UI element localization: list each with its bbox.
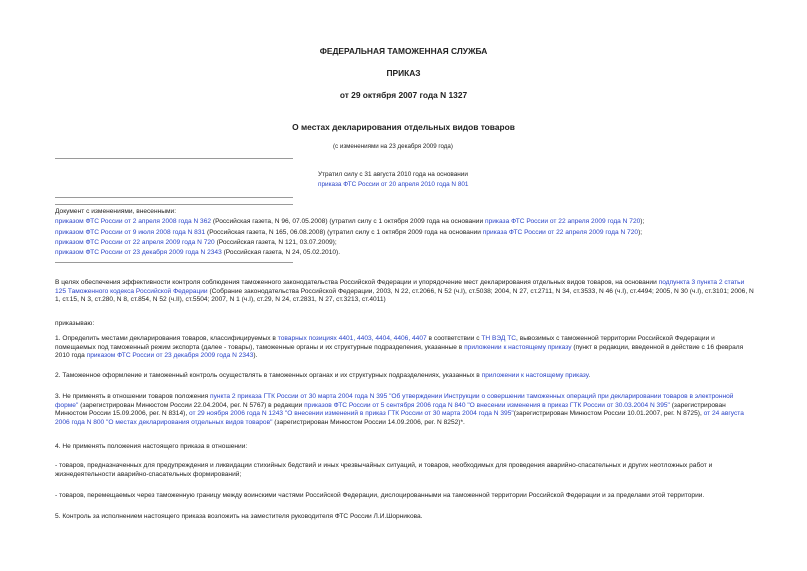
amendment-text: (Российская газета, N 24, 05.02.2010). <box>221 249 341 257</box>
amendment-link[interactable]: приказом ФТС России от 23 декабря 2009 года N 2343 <box>55 249 222 257</box>
p3-link[interactable]: от 24 августа 2006 года N 800 "О местах декларирования отдельных видов товаров" <box>55 410 744 427</box>
edition-note: (с изменениями на 23 декабря 2009 года) <box>333 143 453 150</box>
amendment-link[interactable]: приказа ФТС России от 22 апреля 2009 года N 720 <box>482 228 639 236</box>
order-word: приказываю: <box>55 320 95 327</box>
paragraph-2 <box>55 372 755 381</box>
amendment-text: ); <box>638 228 643 236</box>
amendment-text: ); <box>640 218 645 226</box>
status-text: Утратил силу с 31 августа 2010 года на основании <box>318 171 468 178</box>
p1-text: , вывозимых с таможенной территории Российской Федерации и помещаемых под таможенный режим экспорта (далее - товары), таможенные органы и их структурные подразделения, указанные в <box>55 335 715 351</box>
p1-link[interactable]: товарных позициях 4401, 4403, 4404, 4406, 4407 <box>277 335 427 342</box>
doc-date-number: от 29 октября 2007 года N 1327 <box>339 90 468 100</box>
status-link[interactable]: приказа ФТС России от 20 апреля 2010 года N 801 <box>318 180 469 188</box>
list-item <box>55 238 755 248</box>
agency-name: ФЕДЕРАЛЬНАЯ ТАМОЖЕННАЯ СЛУЖБА <box>319 46 488 56</box>
list-item <box>55 228 755 238</box>
amendments-intro: Документ с изменениями, внесенными: <box>55 208 177 215</box>
status-note <box>318 170 468 189</box>
amendments-list <box>55 207 755 258</box>
amendment-link[interactable]: приказом ФТС России от 2 апреля 2008 года N 362 <box>55 218 212 226</box>
doc-type: ПРИКАЗ <box>386 68 421 78</box>
p3-text: (зарегистрирован Минюстом России 10.01.2007, рег. N 8725), <box>513 410 704 418</box>
paragraph-4: 4. Не применять положения настоящего приказа в отношении: <box>55 443 248 450</box>
list-item <box>55 217 755 227</box>
divider <box>55 158 293 159</box>
paragraph-5: 5. Контроль за исполнением настоящего приказа возложить на заместителя руководителя ФТС России Л.И.Шорникова. <box>55 513 423 520</box>
amendment-link[interactable]: приказом ФТС России от 22 апреля 2009 года N 720 <box>55 238 215 246</box>
p1-text: 1. Определить местами декларирования товаров, классифицируемых в <box>55 335 278 342</box>
p1-link[interactable]: приложении к настоящему приказу <box>464 343 572 351</box>
divider <box>55 204 293 205</box>
paragraph-1 <box>55 335 755 361</box>
doc-title: О местах декларирования отдельных видов товаров <box>292 122 515 132</box>
p2-text: . <box>588 372 591 379</box>
divider <box>55 197 293 198</box>
preamble-text: (Собрание законодательства Российской Федерации, 2003, N 22, ст.2066, N 52 (ч.I), ст.5038; 2004, N 27, ст.2711, N 34, ст.3533, N 46 (ч.I), ст.4494; 2005, N 30 (ч.I), ст.3101; 2006, N 1, ст.15, N 3, ст.280, N 8, ст.854, N 52 (ч.II), ст.5504; 2007, N 1 (ч.I), ст.29, N 24, ст.2831, N 27, ст.3213, ст.4011) <box>55 287 754 304</box>
amendment-text: (Российская газета, N 121, 03.07.2009); <box>214 238 337 246</box>
p1-link[interactable]: ТН ВЭД ТС <box>481 335 517 342</box>
list-item <box>55 248 755 258</box>
amendment-text: (Российская газета, N 96, 07.05.2008) (утратил силу с 1 октября 2009 года на основании <box>211 218 486 226</box>
p1-link[interactable]: приказом ФТС России от 23 декабря 2009 года N 2343 <box>86 352 254 360</box>
divider <box>55 262 293 263</box>
p3-link[interactable]: приказов ФТС России от 5 сентября 2006 года N 840 "О внесении изменения в приказ ГТК России от 30.03.2004 N 395" <box>304 401 670 409</box>
p3-text: (зарегистрирован Минюстом России 15.09.2006, рег. N 8314), <box>55 401 726 418</box>
amendment-link[interactable]: приказа ФТС России от 22 апреля 2009 года N 720 <box>485 218 641 226</box>
p3-text: 3. Не применять в отношении товаров положения <box>55 393 210 400</box>
preamble-link[interactable]: подпункта 3 пункта 2 статьи 125 Таможенного кодекса Российской Федерации <box>55 279 745 295</box>
p1-text: ). <box>253 352 258 360</box>
p3-link[interactable]: пункта 2 приказа ГТК России от 30 марта 2004 года N 395 "Об утверждении Инструкции о совершении таможенных операций при декларировании товаров в электронной форме" <box>55 393 734 409</box>
amendment-text: (Российская газета, N 165, 06.08.2008) (утратил силу с 1 октября 2009 года на основании <box>205 228 483 236</box>
p3-link[interactable]: от 29 ноября 2006 года N 1243 "О внесении изменений в приказ ГТК России от 30 марта 2004 года N 395" <box>189 410 514 418</box>
p3-text: (зарегистрирован Минюстом России 14.09.2006, рег. N 8252)*. <box>272 419 465 427</box>
amendment-link[interactable]: приказом ФТС России от 9 июля 2008 года N 831 <box>55 228 206 236</box>
p3-text: (зарегистрирован Минюстом России 22.04.2004, рег. N 5767) в редакции <box>78 401 305 409</box>
p2-link[interactable]: приложении к настоящему приказу <box>481 372 589 379</box>
preamble-text: В целях обеспечения эффективности контроля соблюдения таможенного законодательства Российской Федерации и упорядочение мест декларирования отдельных видов товаров, на основании <box>55 279 659 286</box>
paragraph-3 <box>55 393 755 428</box>
p1-text: в соответствии с <box>426 335 482 342</box>
p1-text: (пункт в редакции, введенной в действие с 16 февраля 2010 года <box>55 343 744 360</box>
paragraph-4b: - товаров, перемещаемых через таможенную границу между воинскими частями Российской Федерации, дислоцированными на таможенной территории Российской Федерации и за пределами этой территории. <box>55 492 705 499</box>
p2-text: 2. Таможенное оформление и таможенный контроль осуществлять в таможенных органах и их структурных подразделениях, указанных в <box>55 372 482 379</box>
preamble <box>55 279 755 305</box>
paragraph-4a: - товаров, предназначенных для предупреждения и ликвидации стихийных бедствий и иных чрезвычайных ситуаций, и товаров, необходимых для проведения аварийно-спасательных и других неотложных работ и жизнедеятельности аварийно-спасательных формирований; <box>55 462 713 478</box>
